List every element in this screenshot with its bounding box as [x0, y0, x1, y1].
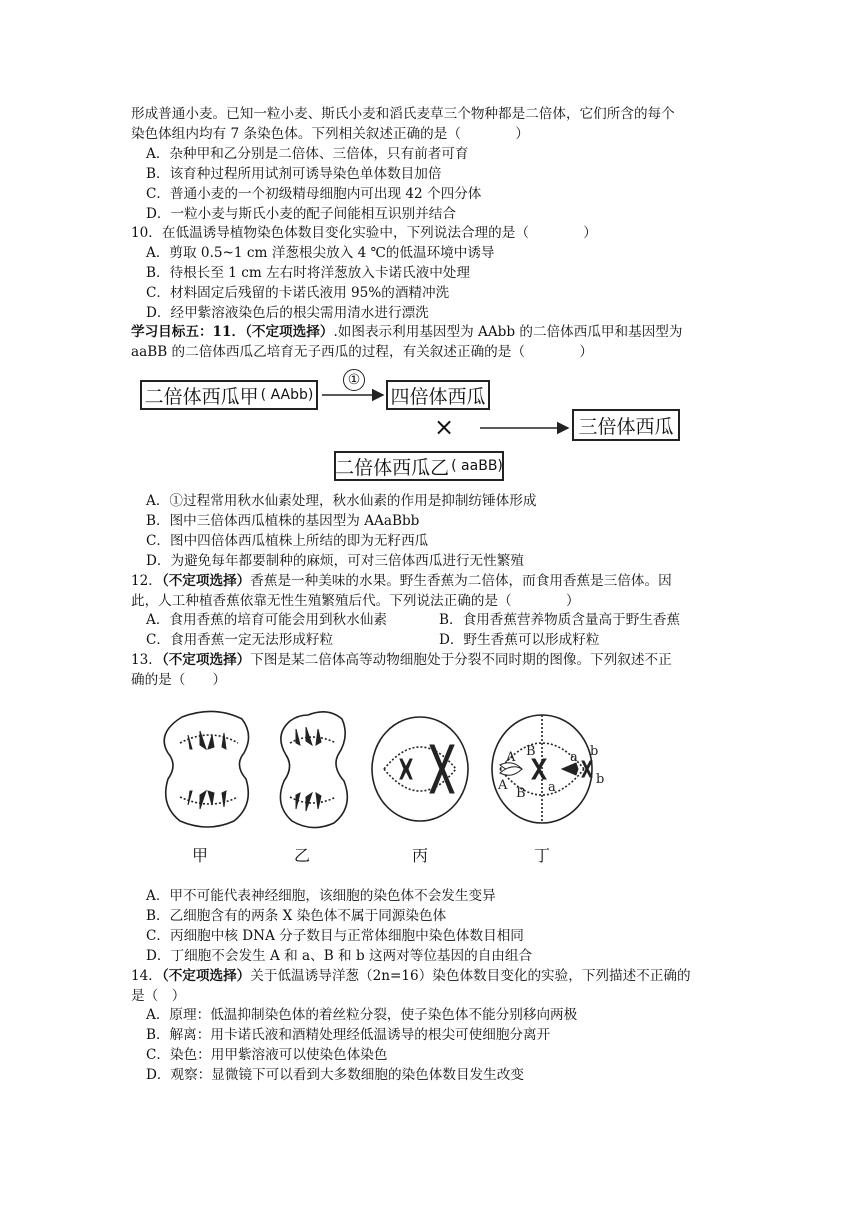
q9-option-a: A．杂种甲和乙分别是二倍体、三倍体，只有前者可育 [146, 146, 469, 162]
q12-option-c: C．食用香蕉一定无法形成籽粒 [146, 632, 334, 648]
q12-option-b: B．食用香蕉营养物质含量高于野生香蕉 [439, 612, 681, 628]
cell-division-figure [150, 705, 610, 835]
step-1-marker: ① [343, 369, 365, 391]
q12-stem-text: 香蕉是一种美味的水果。野生香蕉为二倍体，而食用香蕉是三倍体。因 [250, 573, 672, 589]
q11-option-b: B．图中三倍体西瓜植株的基因型为 AAaBbb [146, 513, 420, 529]
gene-label: B [526, 744, 536, 759]
box-diploid-yi [334, 451, 504, 481]
intro-line-1: 形成普通小麦。已知一粒小麦、斯氏小麦和滔氏麦草三个物种都是二倍体，它们所含的每个 [131, 106, 675, 122]
q14-option-a: A．原理：低温抑制染色体的着丝粒分裂，使子染色体不能分别移向两极 [146, 1007, 578, 1023]
q11-stem-text: .如图表示利用基因型为 AAbb 的二倍体西瓜甲和基因型为 [333, 324, 683, 340]
gene-label: b [596, 772, 605, 787]
gene-label: a [548, 780, 556, 795]
gene-label: A [498, 778, 508, 793]
box-diploid-jia-label: 二倍体西瓜甲 [144, 385, 259, 408]
q14-tag: （不定项选择） [161, 968, 251, 984]
q13-option-d: D．丁细胞不会发生 A 和 a、B 和 b 这两对等位基因的自由组合 [146, 948, 533, 964]
q12-stem-line-1 [131, 571, 672, 591]
q9-option-d: D．一粒小麦与斯氏小麦的配子间能相互识别并结合 [146, 206, 456, 222]
intro-line-2: 染色体组内均有 7 条染色体。下列相关叙述正确的是（ ） [131, 126, 529, 142]
box-diploid-jia-genotype: ( AAbb) [260, 387, 314, 403]
q9-option-b: B．该育种过程所用试剂可诱导染色单体数目加倍 [146, 166, 442, 182]
q12-option-a: A．食用香蕉的培育可能会用到秋水仙素 [146, 612, 387, 628]
cross-symbol: × [434, 413, 455, 441]
caption-ding: 丁 [533, 846, 550, 865]
q14-number: 14． [131, 968, 162, 984]
q11-option-a: A．①过程常用秋水仙素处理，秋水仙素的作用是抑制纺锤体形成 [146, 493, 537, 509]
q13-stem-text: 下图是某二倍体高等动物细胞处于分裂不同时期的图像。下列叙述不正 [250, 652, 672, 668]
caption-yi: 乙 [293, 846, 310, 865]
box-tetraploid: 四倍体西瓜 [386, 380, 490, 410]
q11-stem-line-2: aaBB 的二倍体西瓜乙培育无子西瓜的过程，有关叙述正确的是（ ） [131, 344, 593, 360]
q13-number: 13． [131, 652, 162, 668]
q11-option-c: C．图中四倍体西瓜植株上所结的即为无籽西瓜 [146, 533, 429, 549]
cell-jia [164, 711, 248, 827]
q13-stem-line-1 [131, 650, 672, 670]
q11-prefix: 学习目标五：11．（不定项选择） [131, 324, 334, 340]
caption-jia: 甲 [191, 846, 208, 865]
q12-tag: （不定项选择） [161, 573, 251, 589]
q13-option-c: C．丙细胞中核 DNA 分子数目与正常体细胞中染色体数目相同 [146, 928, 524, 944]
q12-stem-line-2: 此，人工种植香蕉依靠无性生殖繁殖后代。下列说法正确的是（ ） [131, 593, 580, 609]
q9-option-c: C．普通小麦的一个初级精母细胞内可出现 42 个四分体 [146, 186, 482, 202]
q10-option-c: C．材料固定后残留的卡诺氏液用 95%的酒精冲洗 [146, 285, 450, 301]
box-diploid-yi-genotype: ( aaBB) [451, 458, 503, 474]
gene-label: B [516, 786, 526, 801]
gene-label: a [570, 750, 578, 765]
q10-option-d: D．经甲紫溶液染色后的根尖需用清水进行漂洗 [146, 305, 429, 321]
diagram-arrows [0, 0, 860, 500]
q14-stem-line-2: 是（ ） [131, 988, 186, 1004]
cell-bing [372, 717, 468, 821]
q13-option-b: B．乙细胞含有的两条 X 染色体不属于同源染色体 [146, 908, 447, 924]
q14-option-c: C．染色：用甲紫溶液可以使染色体染色 [146, 1047, 388, 1063]
q12-option-d: D．野生香蕉可以形成籽粒 [439, 632, 600, 648]
q12-number: 12． [131, 573, 162, 589]
caption-bing: 丙 [411, 846, 428, 865]
box-diploid-yi-label: 二倍体西瓜乙 [335, 456, 450, 479]
q11-option-d: D．为避免每年都要制种的麻烦，可对三倍体西瓜进行无性繁殖 [146, 553, 524, 569]
q14-option-b: B．解离：用卡诺氏液和酒精处理经低温诱导的根尖可使细胞分离开 [146, 1027, 551, 1043]
q13-stem-line-2: 确的是（ ） [131, 672, 227, 688]
cell-yi [280, 712, 347, 828]
q10-stem: 10．在低温诱导植物染色体数目变化实验中，下列说法合理的是（ ） [131, 225, 597, 241]
q10-option-a: A．剪取 0.5~1 cm 洋葱根尖放入 4 ℃的低温环境中诱导 [146, 245, 495, 261]
q13-option-a: A．甲不可能代表神经细胞，该细胞的染色体不会发生变异 [146, 888, 496, 904]
gene-label: A [506, 750, 516, 765]
q14-stem-text: 关于低温诱导洋葱（2n=16）染色体数目变化的实验，下列描述不正确的 [250, 968, 691, 984]
q10-option-b: B．待根长至 1 cm 左右时将洋葱放入卡诺氏液中处理 [146, 265, 470, 281]
q14-option-d: D．观察：显微镜下可以看到大多数细胞的染色体数目发生改变 [146, 1067, 524, 1083]
q14-stem-line-1 [131, 966, 691, 986]
q13-tag: （不定项选择） [161, 652, 251, 668]
box-triploid: 三倍体西瓜 [572, 409, 680, 441]
gene-label: b [590, 744, 599, 759]
